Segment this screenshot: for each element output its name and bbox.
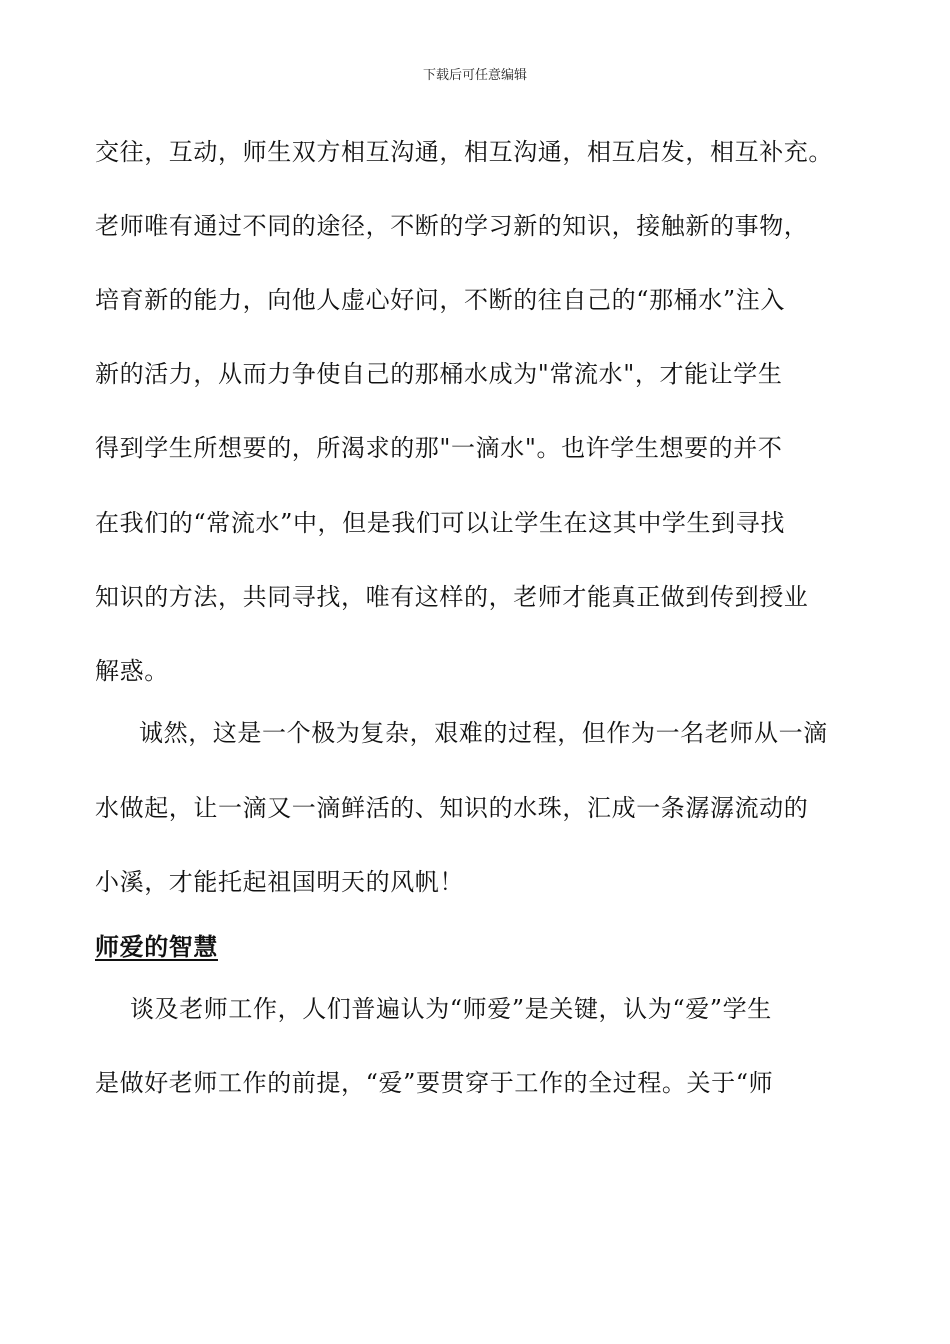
section-heading: 师爱的智慧: [95, 932, 218, 961]
text-line: 培育新的能力，向他人虚心好问，不断的往自己的“那桶水”注入: [95, 286, 785, 314]
text-line: 谈及老师工作，人们普遍认为“师爱”是关键，认为“爱”学生: [130, 995, 772, 1023]
text-line: 交往，互动，师生双方相互沟通，相互沟通，相互启发，相互补充。: [95, 138, 833, 166]
page-header: 下载后可任意编辑: [422, 68, 527, 83]
text-line: 是做好老师工作的前提，“爱”要贯穿于工作的全过程。关于“师: [95, 1069, 774, 1097]
text-line: 诚然，这是一个极为复杂，艰难的过程，但作为一名老师从一滴: [139, 719, 828, 747]
text-line: 水做起，让一滴又一滴鲜活的、知识的水珠，汇成一条潺潺流动的: [95, 794, 809, 822]
text-line: 解惑。: [95, 657, 169, 685]
text-line: 新的活力，从而力争使自己的那桶水成为"常流水"，才能让学生: [95, 360, 783, 388]
text-line: 得到学生所想要的，所渴求的那"一滴水"。也许学生想要的并不: [95, 434, 783, 462]
text-line: 在我们的“常流水”中，但是我们可以让学生在这其中学生到寻找: [95, 509, 785, 537]
text-line: 老师唯有通过不同的途径，不断的学习新的知识，接触新的事物，: [95, 212, 809, 240]
text-line: 知识的方法，共同寻找，唯有这样的，老师才能真正做到传到授业: [95, 583, 809, 611]
text-line: 小溪，才能托起祖国明天的风帆！: [95, 868, 464, 896]
